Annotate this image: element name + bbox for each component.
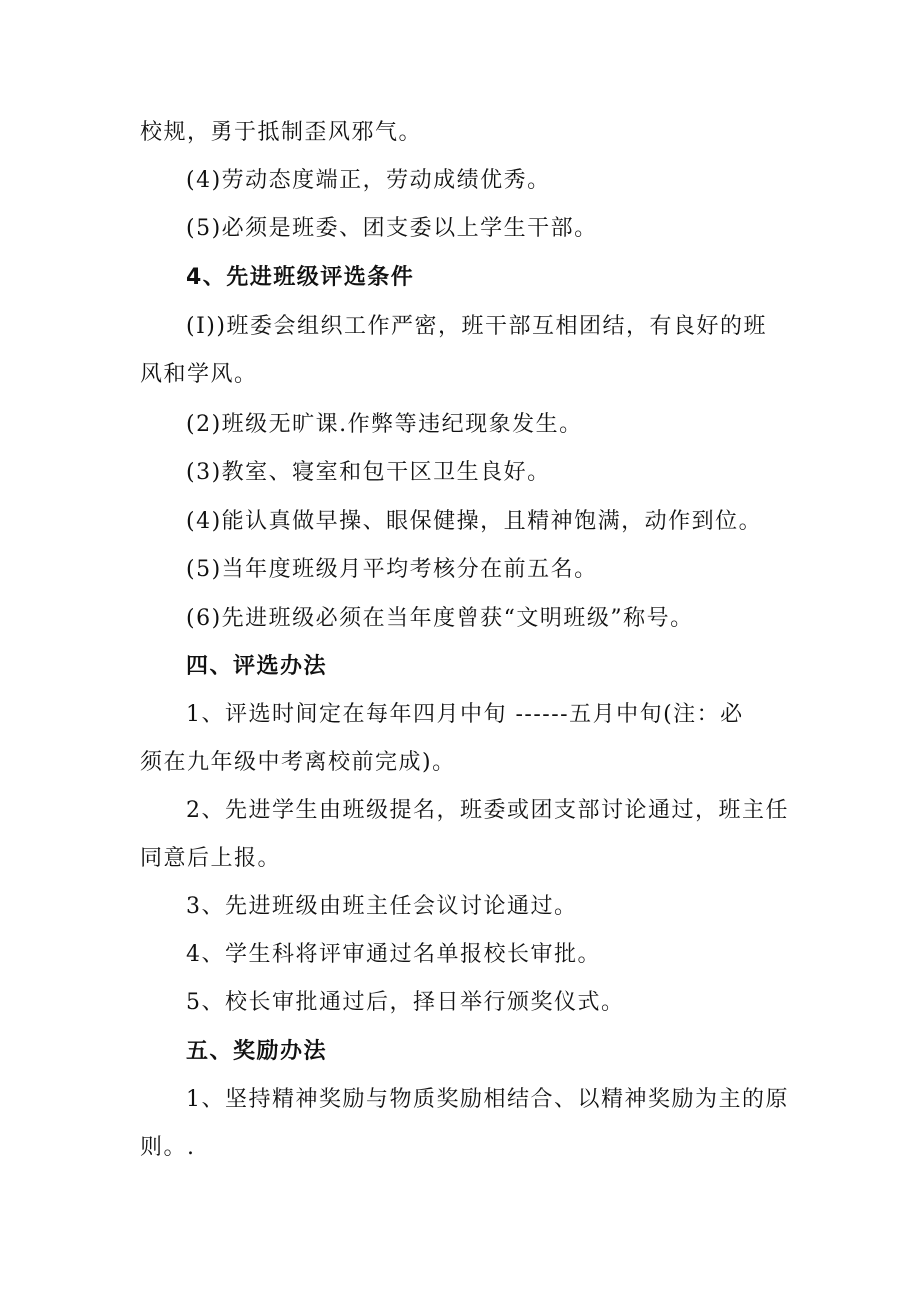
list-item: (5)当年度班级月平均考核分在前五名。	[186, 557, 598, 582]
paragraph-line: 同意后上报。	[140, 846, 282, 871]
list-item: 1、评选时间定在每年四月中旬 ------五月中旬(注：必	[186, 702, 744, 727]
paragraph-line: 则。.	[140, 1135, 196, 1160]
list-item: (2)班级无旷课.作弊等违纪现象发生。	[186, 412, 583, 437]
list-item: 5、校长审批通过后，择日举行颁奖仪式。	[186, 990, 625, 1015]
list-item: (5)必须是班委、团支委以上学生干部。	[186, 216, 598, 241]
list-item: 2、先进学生由班级提名，班委或团支部讨论通过，班主任	[186, 798, 789, 823]
paragraph-line: 须在九年级中考离校前完成)。	[140, 750, 456, 775]
list-item: 3、先进班级由班主任会议讨论通过。	[186, 894, 578, 919]
list-item: (3)教室、寝室和包干区卫生良好。	[186, 460, 551, 485]
list-item: (6)先进班级必须在当年度曾获“文明班级”称号。	[186, 606, 694, 631]
list-item: 4、学生科将评审通过名单报校长审批。	[186, 942, 601, 967]
list-item: 1、坚持精神奖励与物质奖励相结合、以精神奖励为主的原	[186, 1087, 789, 1112]
section-heading: 五、奖励办法	[186, 1039, 328, 1064]
section-heading: 4、先进班级评选条件	[186, 265, 415, 290]
list-item: (I))班委会组织工作严密，班干部互相团结，有良好的班	[186, 314, 767, 339]
paragraph-line: 校规，勇于抵制歪风邪气。	[140, 120, 423, 145]
section-heading: 四、评选办法	[186, 654, 328, 679]
list-item: (4)劳动态度端正，劳动成绩优秀。	[186, 168, 551, 193]
paragraph-line: 风和学风。	[140, 362, 258, 387]
list-item: (4)能认真做早操、眼保健操，且精神饱满，动作到位。	[186, 509, 763, 534]
